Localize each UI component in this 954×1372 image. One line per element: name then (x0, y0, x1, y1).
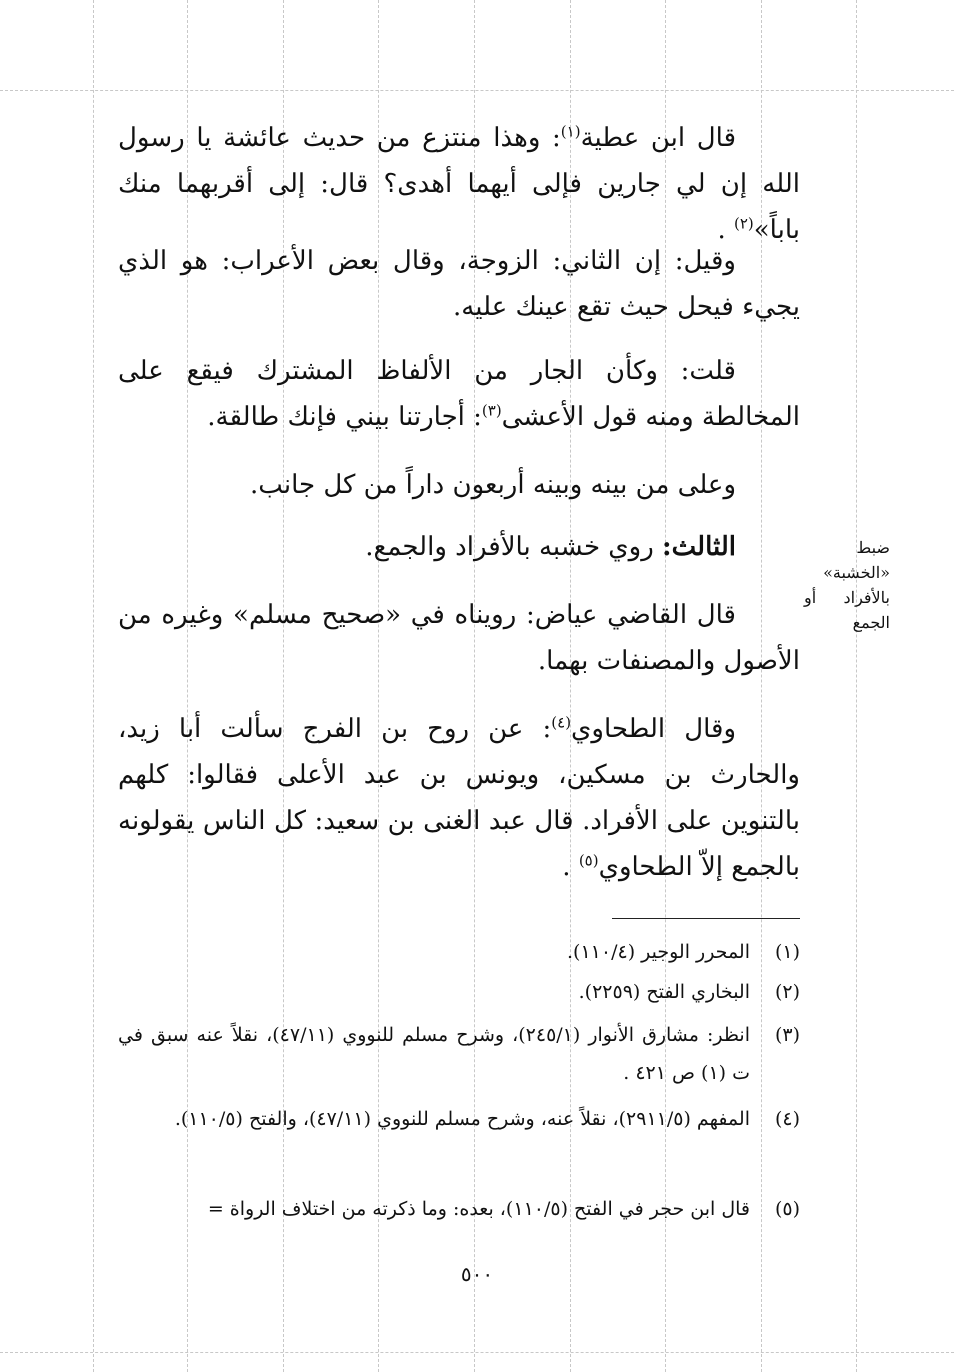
footnote-text: انظر: مشارق الأنوار (٢٤٥/١)، وشرح مسلم للنووي (٤٧/١١)، نقلاً عنه سبق في ت (١) ص ٤٢١ . (118, 1024, 750, 1084)
footnote-ref[interactable]: (١) (560, 122, 581, 141)
text: وقيل: إن الثاني: الزوجة، وقال بعض الأعراب: هو الذي يجيء فيحل حيث تقع عينك عليه. (118, 246, 800, 322)
text: روي خشبه بالأفراد والجمع. (365, 532, 663, 562)
page-number: ٥٠٠ (460, 1262, 494, 1286)
text: قال ابن عطية$^{(١)}$: وهذا منتزع من حديث عائشة يا رسول الله إن لي جارين فإلى أيهما أهدى؟ قال: إلى أقربهما منك باباً»$^{(٢)}$ . (118, 122, 800, 245)
footnote-text: البخاري الفتح (٢٢٥٩). (578, 981, 750, 1003)
footnote-1 (118, 933, 800, 971)
footnote-5 (118, 1190, 800, 1228)
paragraph-7 (118, 706, 800, 890)
footnote-ref[interactable]: (٣) (481, 401, 502, 420)
footnote-number: (٢) (774, 981, 800, 1003)
paragraph-5 (118, 524, 800, 570)
footnote-number: (٤) (774, 1108, 800, 1130)
footnote-number: (٣) (774, 1024, 800, 1046)
text: . (562, 852, 579, 882)
text: وعلى من بينه وبينه أربعون داراً من كل جانب. (250, 470, 736, 500)
paragraph-3 (118, 348, 800, 440)
margin-note: ضبط «الخشبة» بالأفراد أو الجمع (804, 538, 890, 632)
heading-label: الثالث: (662, 532, 736, 562)
footnote-2 (118, 973, 800, 1011)
paragraph-2 (118, 238, 800, 330)
paragraph-1 (118, 115, 800, 253)
footnote-text: المحرر الوجير (١١٠/٤). (567, 941, 750, 963)
paragraph-6 (118, 592, 800, 684)
footnote-text: قال ابن حجر في الفتح (١١٠/٥)، بعده: وما ذكرته من اختلاف الرواة = (207, 1198, 750, 1220)
footnote-text: المفهم (٢٩١١/٥)، نقلاً عنه، وشرح مسلم للنووي (٤٧/١١)، والفتح (١١٠/٥). (174, 1108, 750, 1130)
footnote-divider (612, 918, 800, 919)
footnote-4 (118, 1100, 800, 1138)
footnote-ref[interactable]: (٢) (733, 214, 754, 233)
text: قال القاضي عياض: رويناه في «صحيح مسلم» وغيره من الأصول والمصنفات بهما. (118, 600, 800, 676)
text: : أجارتنا بيني فإنك طالقة. (207, 402, 482, 432)
paragraph-4 (118, 462, 800, 508)
text: : عن روح بن الفرج سألت أبا زيد، والحارث بن مسكين، ويونس بن عبد الأعلى فقالوا: كلهم بالتنوين على الأفراد. قال عبد الغنى بن سعيد: كل الناس يقولونه بالجمع إلاّ الطحاوي (118, 714, 800, 882)
footnote-ref[interactable]: (٤) (551, 713, 572, 732)
footnote-ref[interactable]: (٥) (578, 851, 599, 870)
text: وقال الطحاوي (571, 714, 736, 744)
text: قلت: وكأن الجار من الألفاظ المشترك فيقع على المخالطة ومنه قول الأعشى (118, 356, 800, 432)
footnote-number: (١) (774, 941, 800, 963)
footnote-number: (٥) (774, 1198, 800, 1220)
footnote-3 (118, 1016, 800, 1092)
